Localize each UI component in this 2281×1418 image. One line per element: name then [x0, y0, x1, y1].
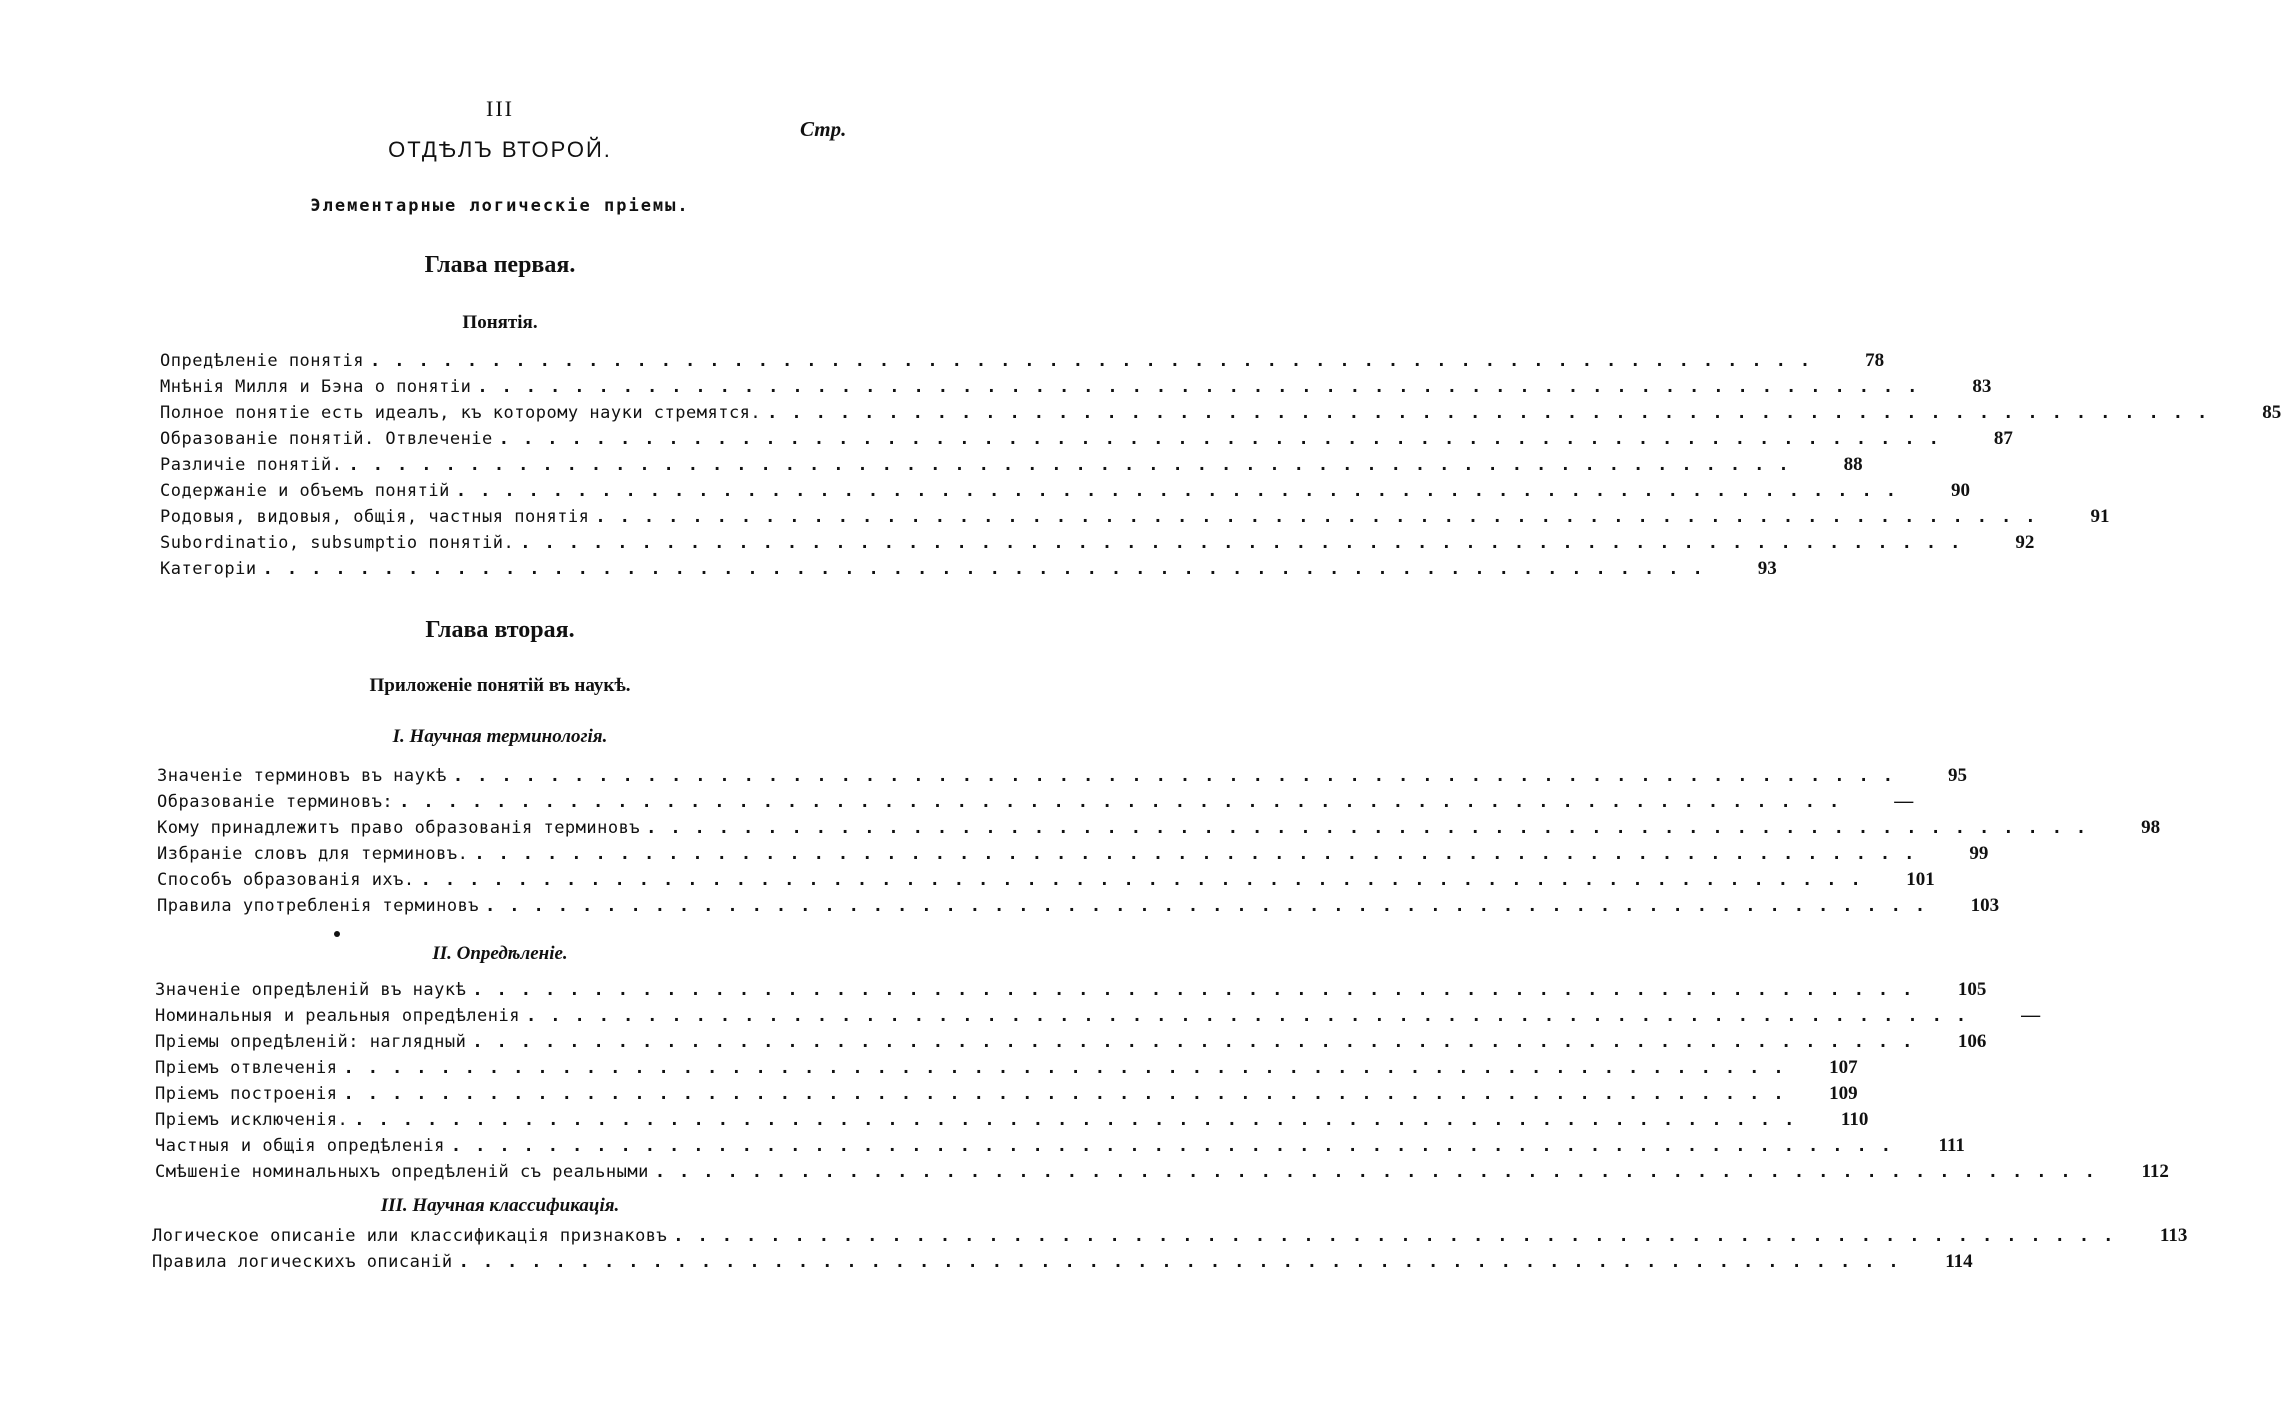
toc-entry-page: 111 — [1938, 1135, 1965, 1156]
dot-leader: ............................................................ — [369, 351, 1825, 371]
toc-entry — [155, 1031, 1987, 1053]
toc-entry — [160, 350, 1885, 372]
toc-entry — [155, 979, 1987, 1001]
ink-speck — [334, 931, 340, 937]
toc-entry — [157, 895, 2000, 917]
toc-entry-label: Способъ образованія ихъ. — [157, 870, 415, 890]
toc-entry-page: 113 — [2159, 1225, 2188, 1246]
dot-leader: ............................................................ — [673, 1226, 2128, 1246]
toc-entry-label: Мнѣнія Милля и Бэна о понятіи — [160, 377, 472, 397]
toc-entry-page: 105 — [1957, 979, 1987, 1000]
dot-leader: ............................................................ — [526, 1006, 1981, 1026]
dot-leader: ............................................................ — [458, 1252, 1913, 1272]
dot-leader: ............................................................ — [343, 1058, 1798, 1078]
toc-entry — [157, 817, 2161, 839]
toc-entry-page: 99 — [1969, 843, 1989, 864]
toc-entry — [160, 376, 1992, 398]
dot-leader: ............................................................ — [354, 1110, 1809, 1130]
toc-entry-page: 101 — [1906, 869, 1935, 890]
toc-entry — [157, 869, 1935, 891]
toc-entry — [155, 1135, 1965, 1157]
toc-entry — [155, 1083, 1858, 1105]
dot-leader: ............................................................ — [472, 980, 1927, 1000]
toc-entry-label: Правила употребленія терминовъ — [157, 896, 480, 916]
dot-leader: ............................................................ — [450, 1136, 1905, 1156]
toc-entry — [160, 454, 1863, 476]
dot-leader: ............................................................ — [348, 455, 1803, 475]
toc-entry — [160, 480, 1970, 502]
toc-entry-page: 85 — [2262, 402, 2281, 423]
toc-entry-label: Пріемъ исключенія. — [155, 1110, 349, 1130]
toc-entry — [155, 1005, 2041, 1027]
toc-entry-label: Смѣшеніе номинальныхъ опредѣленій съ реальными — [155, 1162, 649, 1182]
section-2-title: II. Опредѣленіе. — [432, 943, 568, 964]
toc-entry-page: 78 — [1865, 350, 1885, 371]
dot-leader: ............................................................ — [399, 792, 1854, 812]
toc-entry-label: Различіе понятій. — [160, 455, 343, 475]
toc-entry-page: 106 — [1957, 1031, 1987, 1052]
dot-leader: ............................................................ — [485, 896, 1940, 916]
chapter-1-title: Глава первая. — [424, 252, 576, 278]
dot-leader: ............................................................ — [646, 818, 2101, 838]
toc-entry-label: Полное понятіе есть идеалъ, къ которому науки стремятся. — [160, 403, 762, 423]
toc-entry-label: Содержаніе и объемъ понятій — [160, 481, 450, 501]
toc-entry-label: Номинальныя и реальныя опредѣленія — [155, 1006, 520, 1026]
chapter-2-title: Глава вторая. — [425, 617, 575, 643]
toc-entry — [157, 791, 1914, 813]
toc-entry-label: Пріемы опредѣленій: наглядный — [155, 1032, 467, 1052]
section-1-title: I. Научная терминологія. — [392, 726, 608, 747]
dot-leader: ............................................................ — [767, 403, 2222, 423]
toc-entry-page: 109 — [1829, 1083, 1858, 1104]
toc-entry — [157, 765, 1967, 787]
toc-entry — [160, 532, 2035, 554]
toc-entry-page: 110 — [1840, 1109, 1869, 1130]
chapter-2-subheading: Приложеніе понятій въ наукѣ. — [369, 675, 631, 696]
toc-entry-label: Правила логическихъ описаній — [152, 1252, 453, 1272]
dot-leader: ............................................................ — [654, 1162, 2109, 1182]
toc-entry — [155, 1057, 1858, 1079]
toc-entry-page: 107 — [1829, 1057, 1858, 1078]
toc-entry-page: 88 — [1843, 454, 1863, 475]
toc-entry-page: 92 — [2015, 532, 2035, 553]
dot-leader: ............................................................ — [420, 870, 1875, 890]
toc-entry — [155, 1109, 1869, 1131]
toc-entry-label: Subordinatio, subsumptio понятій. — [160, 533, 515, 553]
dot-leader: ............................................................ — [474, 844, 1929, 864]
toc-entry — [160, 558, 1777, 580]
part-title: ОТДѢЛЪ ВТОРОЙ. — [388, 137, 612, 162]
toc-entry-label: Кому принадлежитъ право образованія терминовъ — [157, 818, 641, 838]
toc-entry-label: Образованіе терминовъ: — [157, 792, 394, 812]
toc-entry-label: Категоріи — [160, 559, 257, 579]
chapter-1-subheading: Понятія. — [462, 312, 538, 333]
toc-entry-label: Частныя и общія опредѣленія — [155, 1136, 445, 1156]
toc-entry-page: 95 — [1947, 765, 1967, 786]
dot-leader: ............................................................ — [472, 1032, 1927, 1052]
toc-entry-label: Значеніе опредѣленій въ наукѣ — [155, 980, 467, 1000]
toc-entry-page: 98 — [2141, 817, 2161, 838]
dot-leader: ............................................................ — [498, 429, 1953, 449]
dot-leader: ............................................................ — [455, 481, 1910, 501]
dot-leader: ............................................................ — [452, 766, 1907, 786]
toc-entry-label: Избраніе словъ для терминовъ. — [157, 844, 469, 864]
toc-entry-label: Родовыя, видовыя, общія, частныя понятія — [160, 507, 590, 527]
toc-entry-label: Опредѣленіе понятія — [160, 351, 364, 371]
toc-entry — [152, 1251, 1973, 1273]
toc-entry — [160, 506, 2110, 528]
toc-entry — [157, 843, 1989, 865]
page-number: III — [486, 96, 514, 121]
part-subtitle: Элементарные логическіе пріемы. — [310, 196, 690, 216]
toc-entry-page: 93 — [1757, 558, 1777, 579]
toc-entry-label: Образованіе понятій. Отвлеченіе — [160, 429, 493, 449]
toc-entry — [152, 1225, 2188, 1247]
toc-entry-label: Пріемъ отвлеченія — [155, 1058, 338, 1078]
dot-leader: ............................................................ — [595, 507, 2050, 527]
dot-leader: ............................................................ — [477, 377, 1932, 397]
toc-entry-page: 87 — [1993, 428, 2013, 449]
toc-entry-page: 112 — [2141, 1161, 2169, 1182]
dot-leader: ............................................................ — [343, 1084, 1798, 1104]
toc-entry-label: Пріемъ построенія — [155, 1084, 338, 1104]
toc-entry-page: 83 — [1972, 376, 1992, 397]
dot-leader: ............................................................ — [520, 533, 1975, 553]
toc-entry-page: — — [2021, 1005, 2041, 1026]
toc-entry-label: Логическое описаніе или классификація признаковъ — [152, 1226, 668, 1246]
toc-entry-page: 103 — [1970, 895, 2000, 916]
toc-entry-page: 90 — [1950, 480, 1970, 501]
toc-entry-page: — — [1894, 791, 1914, 812]
toc-entry-label: Значеніе терминовъ въ наукѣ — [157, 766, 447, 786]
dot-leader: ............................................................ — [262, 559, 1717, 579]
toc-entry — [160, 402, 2281, 424]
toc-entry — [160, 428, 2013, 450]
toc-entry — [155, 1161, 2169, 1183]
section-3-title: III. Научная классификація. — [380, 1195, 620, 1216]
page-column-label: Стр. — [800, 117, 847, 141]
toc-entry-page: 91 — [2090, 506, 2110, 527]
toc-entry-page: 114 — [1945, 1251, 1973, 1272]
